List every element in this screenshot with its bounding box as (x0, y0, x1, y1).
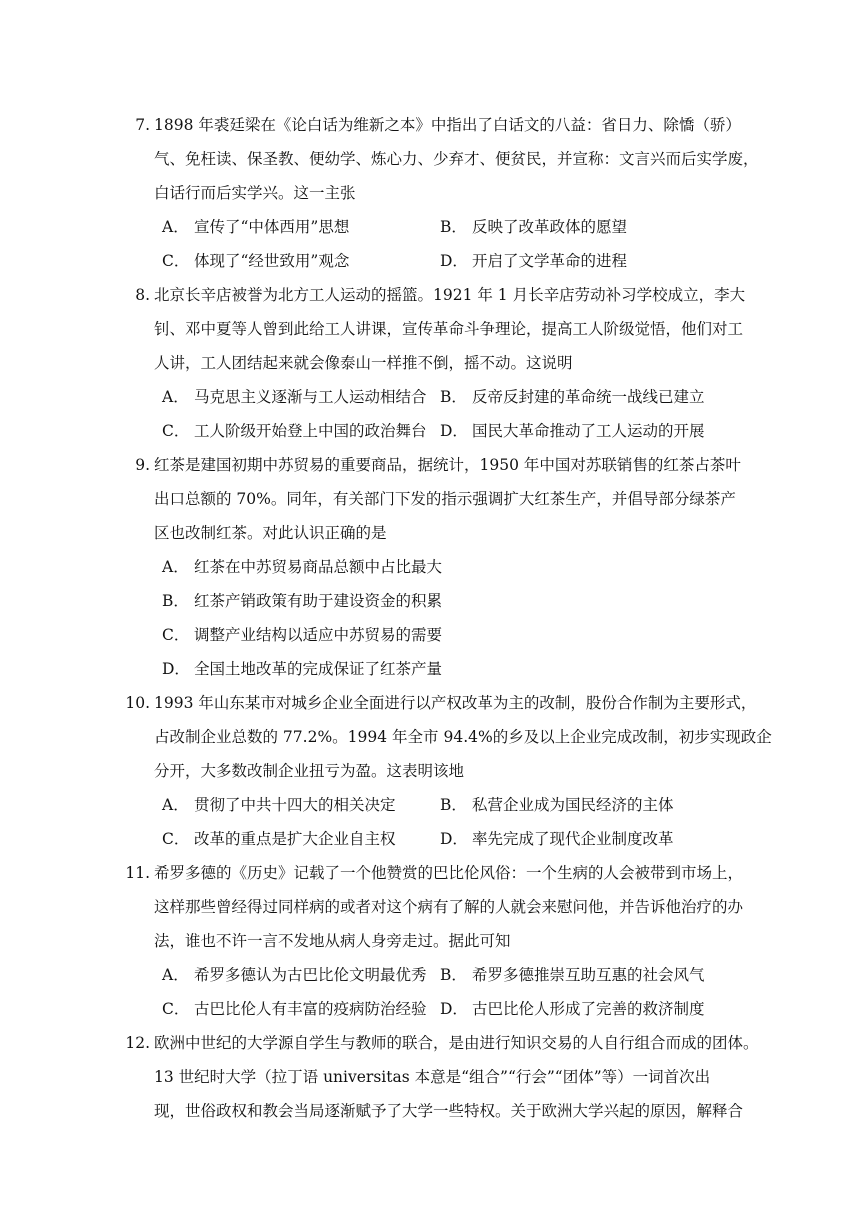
question-7 (118, 108, 759, 278)
question-stem (154, 1026, 759, 1128)
options (118, 210, 750, 278)
question-number: 8. (135, 286, 150, 304)
option-c: C． 调整产业结构以适应中苏贸易的需要 (162, 626, 443, 644)
option-c: C． 工人阶级开始登上中国的政治舞台 (162, 422, 427, 440)
question-stem (154, 108, 759, 210)
stem-line: 红茶是建国初期中苏贸易的重要商品，据统计，1950 年中国对苏联销售的红茶占茶叶 (154, 456, 741, 474)
question-8 (118, 278, 750, 448)
question-stem (154, 278, 750, 380)
stem-line: 欧洲中世纪的大学源自学生与教师的联合，是由进行知识交易的人自行组合而成的团体。 (154, 1034, 759, 1052)
question-number: 12. (125, 1034, 150, 1052)
stem-line: 北京长辛店被誉为北方工人运动的摇篮。1921 年 1 月长辛店劳动补习学校成立，李大 (154, 286, 746, 304)
option-a: A． 贯彻了中共十四大的相关决定 (162, 796, 396, 814)
question-stem (154, 856, 750, 958)
stem-line: 气、免枉读、保圣教、便幼学、炼心力、少弃才、便贫民，并宣称：文言兴而后实学废， (154, 150, 759, 168)
stem-line: 13 世纪时大学（拉丁语 universitas 本意是“组合”“行会”“团体”等）一词首次出 (154, 1068, 711, 1086)
stem-line: 占改制企业总数的 77.2%。1994 年全市 94.4%的乡及以上企业完成改制，初步实现政企 (154, 728, 772, 746)
stem-line: 1993 年山东某市对城乡企业全面进行以产权改革为主的改制，股份合作制为主要形式， (154, 694, 757, 712)
options (118, 380, 750, 448)
options (118, 550, 750, 686)
option-b: B． 红茶产销政策有助于建设资金的积累 (162, 592, 443, 610)
question-number: 11. (125, 864, 150, 882)
stem-line: 钊、邓中夏等人曾到此给工人讲课，宣传革命斗争理论，提高工人阶级觉悟，他们对工 (154, 320, 744, 338)
option-b: B． 反映了改革政体的愿望 (440, 218, 628, 236)
stem-line: 出口总额的 70%。同年，有关部门下发的指示强调扩大红茶生产，并倡导部分绿茶产 (154, 490, 736, 508)
question-number: 10. (125, 694, 150, 712)
stem-line: 希罗多德的《历史》记载了一个他赞赏的巴比伦风俗：一个生病的人会被带到市场上， (154, 864, 744, 882)
question-number: 9. (135, 456, 150, 474)
question-stem (154, 686, 772, 788)
options (118, 788, 750, 856)
option-d: D． 全国土地改革的完成保证了红茶产量 (162, 660, 443, 678)
option-d: D． 率先完成了现代企业制度改革 (440, 830, 674, 848)
option-d: D． 古巴比伦人形成了完善的救济制度 (440, 1000, 705, 1018)
option-a: A． 宣传了“中体西用”思想 (162, 218, 350, 236)
option-b: B． 私营企业成为国民经济的主体 (440, 796, 674, 814)
stem-line: 现，世俗政权和教会当局逐渐赋予了大学一些特权。关于欧洲大学兴起的原因，解释合 (154, 1102, 744, 1120)
stem-line: 白话行而后实学兴。这一主张 (154, 184, 356, 202)
option-a: A． 马克思主义逐渐与工人运动相结合 (162, 388, 427, 406)
question-10 (118, 686, 772, 856)
option-c: C． 改革的重点是扩大企业自主权 (162, 830, 396, 848)
question-11 (118, 856, 750, 1026)
option-a: A． 红茶在中苏贸易商品总额中占比最大 (162, 558, 443, 576)
question-number: 7. (135, 116, 150, 134)
option-a: A． 希罗多德认为古巴比伦文明最优秀 (162, 966, 427, 984)
stem-line: 法，谁也不许一言不发地从病人身旁走过。据此可知 (154, 932, 511, 950)
stem-line: 这样那些曾经得过同样病的或者对这个病有了解的人就会来慰问他，并告诉他治疗的办 (154, 898, 744, 916)
option-b: B． 反帝反封建的革命统一战线已建立 (440, 388, 705, 406)
question-12 (118, 1026, 759, 1128)
option-c: C． 古巴比伦人有丰富的疫病防治经验 (162, 1000, 427, 1018)
option-c: C． 体现了“经世致用”观念 (162, 252, 350, 270)
stem-line: 1898 年裘廷梁在《论白话为维新之本》中指出了白话文的八益：省日力、除憍（骄） (154, 116, 741, 134)
option-b: B． 希罗多德推崇互助互惠的社会风气 (440, 966, 705, 984)
option-d: D． 国民大革命推动了工人运动的开展 (440, 422, 705, 440)
stem-line: 人讲，工人团结起来就会像泰山一样推不倒，摇不动。这说明 (154, 354, 573, 372)
question-9 (118, 448, 750, 686)
option-d: D． 开启了文学革命的进程 (440, 252, 628, 270)
options (118, 958, 750, 1026)
stem-line: 分开，大多数改制企业扭亏为盈。这表明该地 (154, 762, 465, 780)
question-stem (154, 448, 750, 550)
stem-line: 区也改制红茶。对此认识正确的是 (154, 524, 387, 542)
